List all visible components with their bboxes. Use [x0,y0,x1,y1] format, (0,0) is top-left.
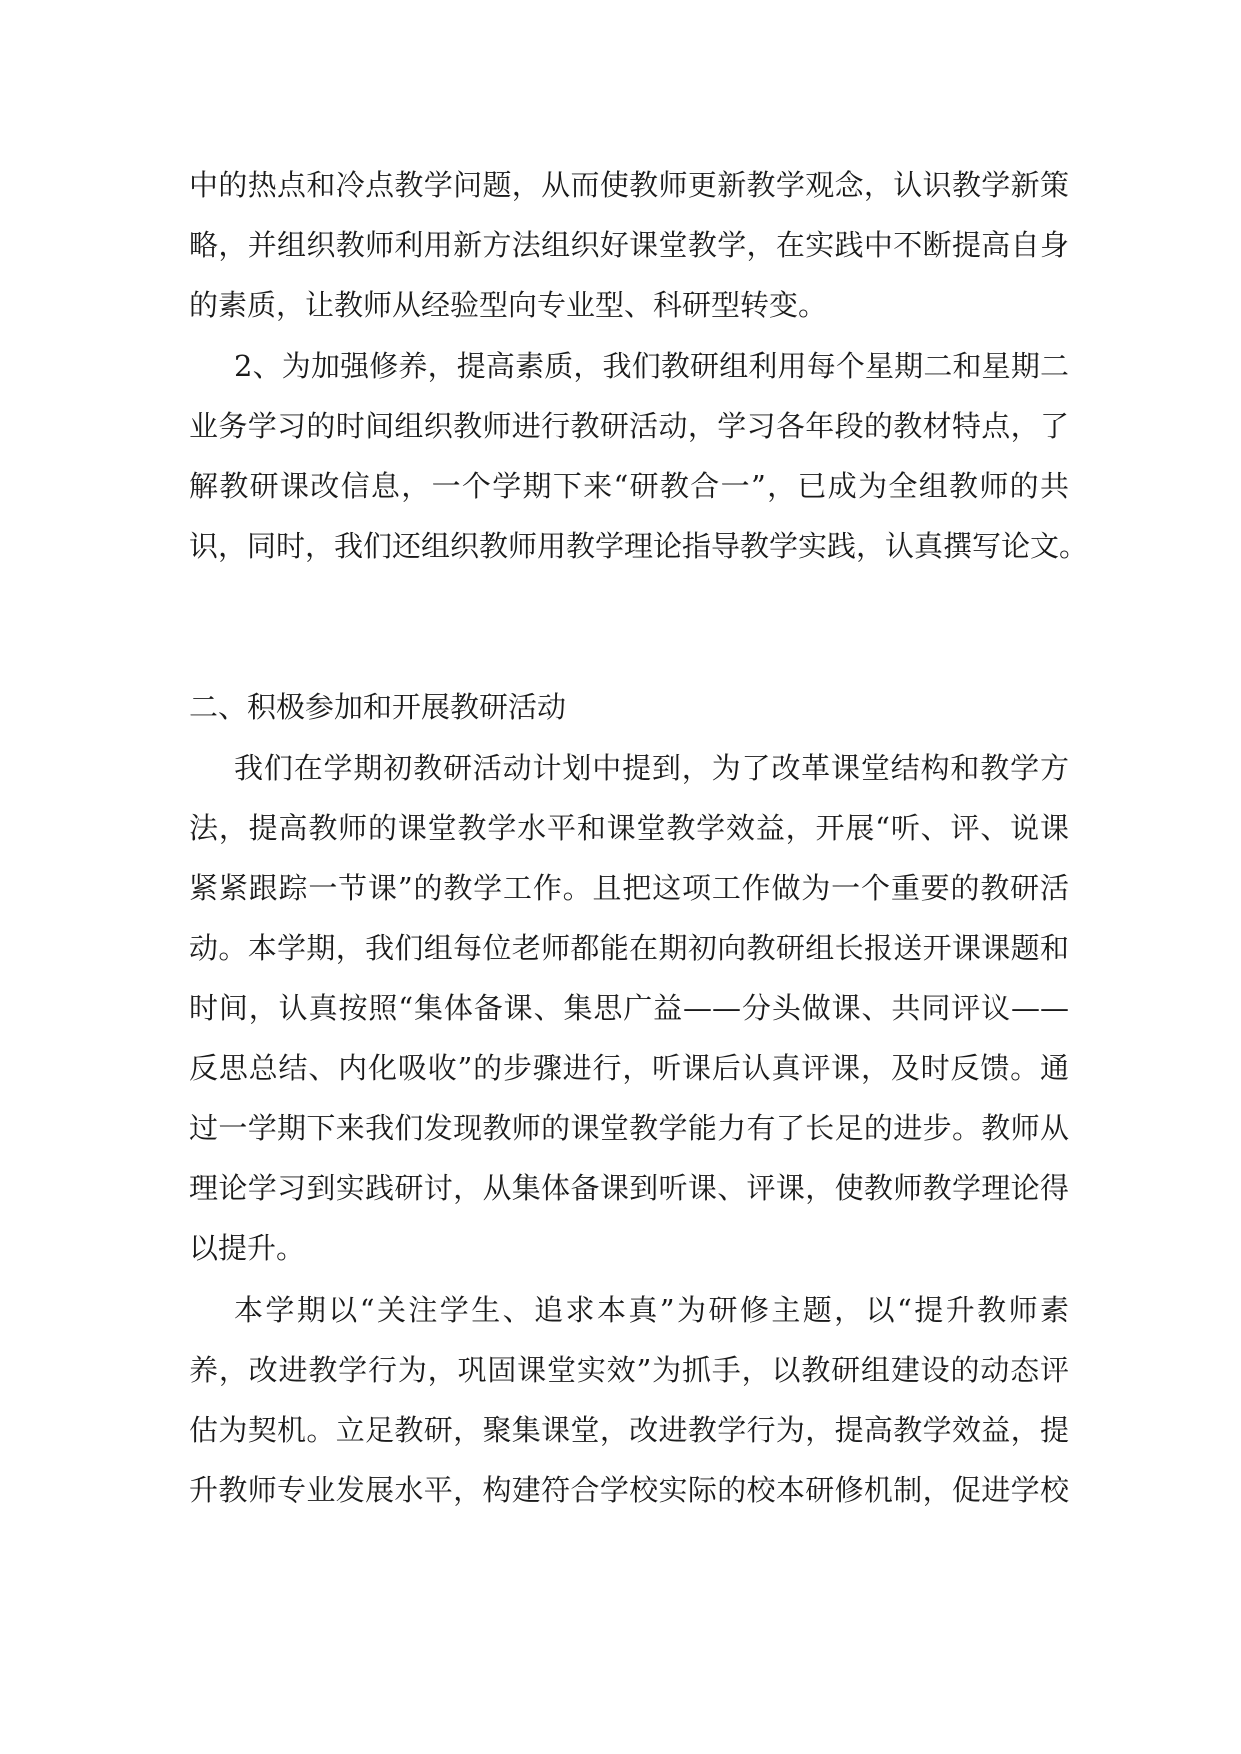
paragraph-line: 中的热点和冷点教学问题，从而使教师更新教学观念，认识教学新策 [189,168,1069,202]
paragraph-line: 识，同时，我们还组织教师用教学理论指导教学实践，认真撰写论文。 [189,529,1089,563]
paragraph-line: 我们在学期初教研活动计划中提到，为了改革课堂结构和教学方 [234,751,1069,785]
paragraph-line: 业务学习的时间组织教师进行教研活动，学习各年段的教材特点，了 [189,409,1069,443]
paragraph-line: 法，提高教师的课堂教学水平和课堂教学效益，开展“听、评、说课 [189,811,1069,845]
paragraph-line: 时间，认真按照“集体备课、集思广益——分头做课、共同评议—— [189,991,1069,1025]
paragraph-line: 理论学习到实践研讨，从集体备课到听课、评课，使教师教学理论得 [189,1171,1069,1205]
paragraph-line: 动。本学期，我们组每位老师都能在期初向教研组长报送开课课题和 [189,931,1069,965]
paragraph-line: 估为契机。立足教研，聚集课堂，改进教学行为，提高教学效益，提 [189,1413,1069,1447]
paragraph-line: 本学期以“关注学生、追求本真”为研修主题，以“提升教师素 [234,1293,1069,1327]
paragraph-line: 的素质，让教师从经验型向专业型、科研型转变。 [189,288,828,322]
paragraph-line: 养，改进教学行为，巩固课堂实效”为抓手，以教研组建设的动态评 [189,1353,1069,1387]
paragraph-line: 略，并组织教师利用新方法组织好课堂教学，在实践中不断提高自身 [189,228,1069,262]
paragraph-line: 以提升。 [189,1231,306,1265]
paragraph-line: 过一学期下来我们发现教师的课堂教学能力有了长足的进步。教师从 [189,1111,1069,1145]
paragraph-line: 紧紧跟踪一节课”的教学工作。且把这项工作做为一个重要的教研活 [189,871,1069,905]
section-heading: 二、积极参加和开展教研活动 [189,690,567,724]
paragraph-line: 升教师专业发展水平，构建符合学校实际的校本研修机制，促进学校 [189,1473,1069,1507]
paragraph-line: 解教研课改信息，一个学期下来“研教合一”，已成为全组教师的共 [189,469,1069,503]
paragraph-line: 2、为加强修养，提高素质，我们教研组利用每个星期二和星期二 [234,349,1069,383]
paragraph-line: 反思总结、内化吸收”的步骤进行，听课后认真评课，及时反馈。通 [189,1051,1069,1085]
